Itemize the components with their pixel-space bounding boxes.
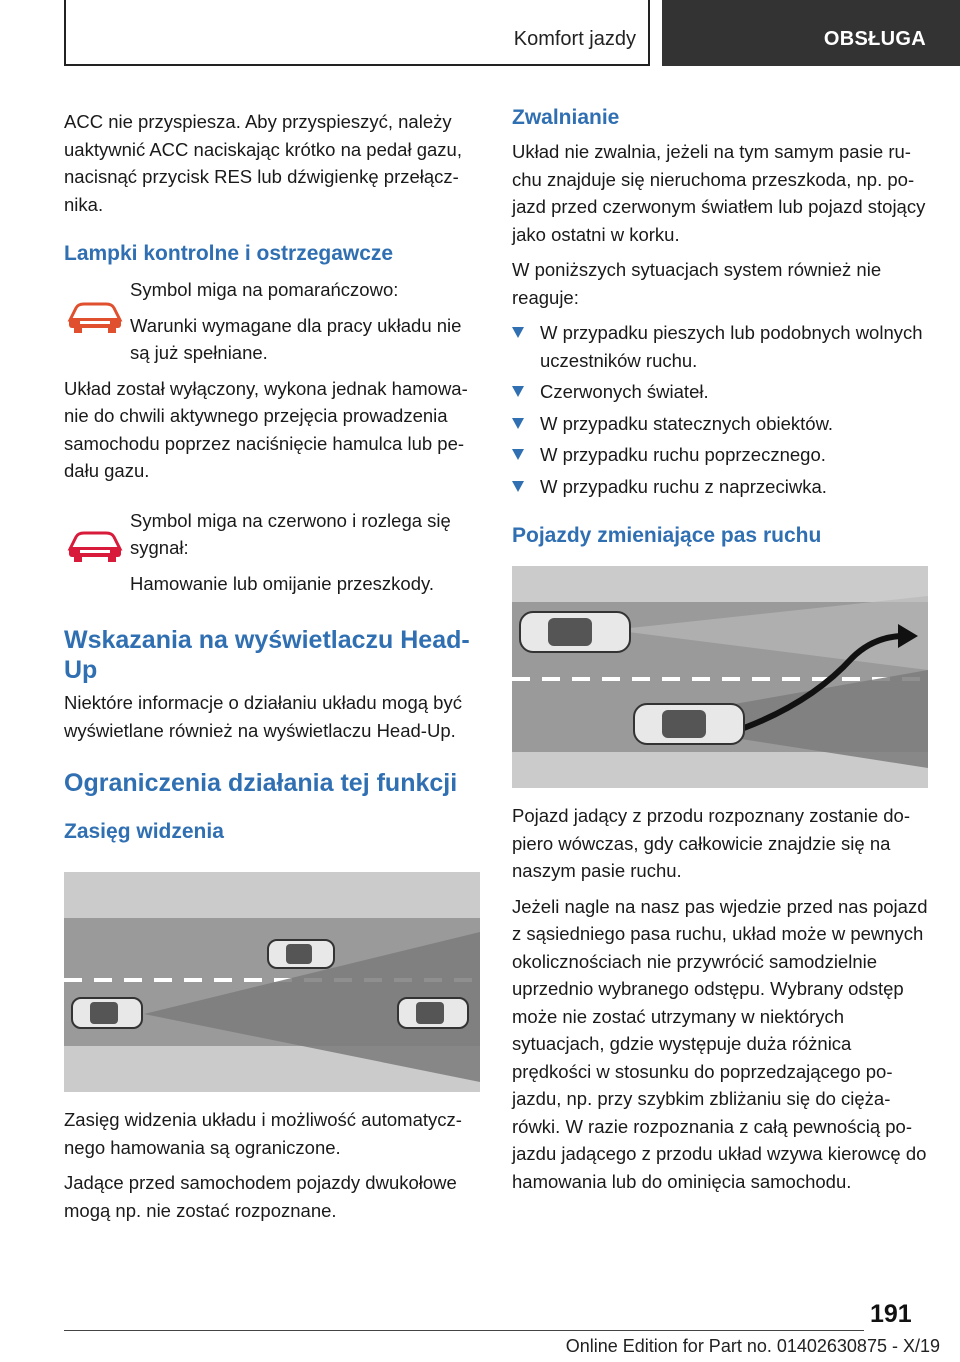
list-item: W przypadku ruchu z naprzeciwka. — [512, 473, 928, 501]
exception-list — [512, 319, 928, 500]
car-top-view-icon — [398, 998, 468, 1028]
left-column — [64, 100, 480, 1224]
braking-paragraph-2: W poniższych sytuacjach system również nie reaguje: — [512, 259, 882, 308]
header-chapter-tab[interactable] — [662, 0, 960, 66]
braking-heading: Zwalnianie — [512, 106, 620, 129]
range-caption-2: Jadące przed samochodem pojazdy dwukołowe mogą np. nie zostać rozpoznane. — [64, 1172, 457, 1221]
list-item: W przypadku pieszych lub podobnych wolnych uczestników ruchu. — [512, 319, 928, 374]
footer-edition[interactable]: Online Edition for Part no. 01402630875 - X/19 — [565, 1336, 940, 1356]
car-warning-orange-icon — [66, 294, 124, 334]
list-item: W przypadku ruchu poprzecznego. — [512, 441, 928, 469]
triangle-bullet-icon — [512, 418, 524, 429]
page-number: 191 — [870, 1300, 912, 1328]
red-symbol-detail: Hamowanie lub omijanie przeszkody. — [130, 572, 435, 594]
lane-change-figure — [512, 566, 928, 788]
list-item: W przypadku statecznych obiektów. — [512, 410, 928, 438]
red-symbol-text: Symbol miga na czerwono i rozlega się sygnał: — [130, 509, 451, 558]
car-top-view-icon — [268, 940, 334, 968]
triangle-bullet-icon — [512, 327, 524, 338]
list-item: Czerwonych świateł. — [512, 378, 928, 406]
footer-rule — [64, 1330, 864, 1331]
triangle-bullet-icon — [512, 386, 524, 397]
car-top-view-icon — [72, 998, 142, 1028]
header-bottom-rule — [64, 64, 650, 66]
triangle-bullet-icon — [512, 449, 524, 460]
car-warning-red-icon — [66, 523, 124, 563]
lane-change-illustration — [512, 566, 928, 788]
red-warning-block — [64, 507, 480, 598]
lamps-heading: Lampki kontrolne i ostrzegawcze — [64, 242, 394, 265]
triangle-bullet-icon — [512, 481, 524, 492]
range-heading: Zasięg widzenia — [64, 820, 224, 843]
header-right-rule — [648, 0, 650, 66]
intro-paragraph: ACC nie przyspiesza. Aby przyspieszyć, należy uaktywnić ACC naciskając krótko na pedał gazu, nacisnąć przycisk RES lub dźwigienkę przełącznika. — [64, 111, 462, 215]
right-column — [512, 100, 928, 1195]
range-caption-1: Zasięg widzenia układu i możliwość automatycznego hamowania są ograniczone. — [64, 1109, 462, 1158]
lane-paragraph-1: Pojazd jadący z przodu rozpoznany zostanie dopiero wówczas, gdy całkowicie znajdzie się na naszym pasie ruchu. — [512, 805, 910, 881]
braking-paragraph-1: Układ nie zwalnia, jeżeli na tym samym pasie ruchu znajduje się nieruchoma przeszkoda, np. pojazd przed czerwonym światłem lub pojazd stojący jako ostatni w korku. — [512, 141, 926, 245]
orange-symbol-text: Symbol miga na pomarańczowo: — [130, 279, 399, 300]
range-figure — [64, 872, 480, 1092]
hud-heading: Wskazania na wyświetlaczu Head-Up — [64, 626, 470, 684]
limits-heading: Ograniczenia działania tej funkcji — [64, 769, 458, 797]
orange-symbol-detail: Warunki wymagane dla pracy układu nie są już spełniane. — [130, 314, 462, 363]
car-top-view-icon — [520, 612, 630, 652]
lane-change-heading: Pojazdy zmieniające pas ruchu — [512, 524, 822, 547]
header-left-rule — [64, 0, 66, 66]
header-chapter-label: OBSŁUGA — [823, 28, 926, 50]
car-top-view-icon — [634, 704, 744, 744]
range-illustration — [64, 872, 480, 1092]
hud-paragraph: Niektóre informacje o działaniu układu mogą być wyświetlane również na wyświetlaczu Head-Up. — [64, 692, 462, 741]
orange-paragraph: Układ został wyłączony, wykona jednak hamowanie do chwili aktywnego przejęcia prowadzenia samochodu poprzez naciśnięcie hamulca lub pedału gazu. — [64, 377, 468, 481]
orange-warning-block — [64, 276, 480, 367]
header-section-title: Komfort jazdy — [513, 28, 636, 50]
lane-paragraph-2: Jeżeli nagle na nasz pas wjedzie przed nas pojazd z sąsiedniego pasa ruchu, układ może w pewnych okolicznościach nie przywrócić samodzielnie uprzednio wybranego odstępu. Wybrany odstęp może nie zostać utrzymany w niektórych sytuacjach, gdzie występuje duża różnica prędkości w stosunku do poprzedzającego pojazdu, np. przy szybkim zbliżaniu się do ciężarówki. W razie rozpoznania z całą pewnością pojazdu jadącego z przodu układ wzywa kierowcę do hamowania lub do ominięcia samochodu. — [512, 895, 928, 1192]
